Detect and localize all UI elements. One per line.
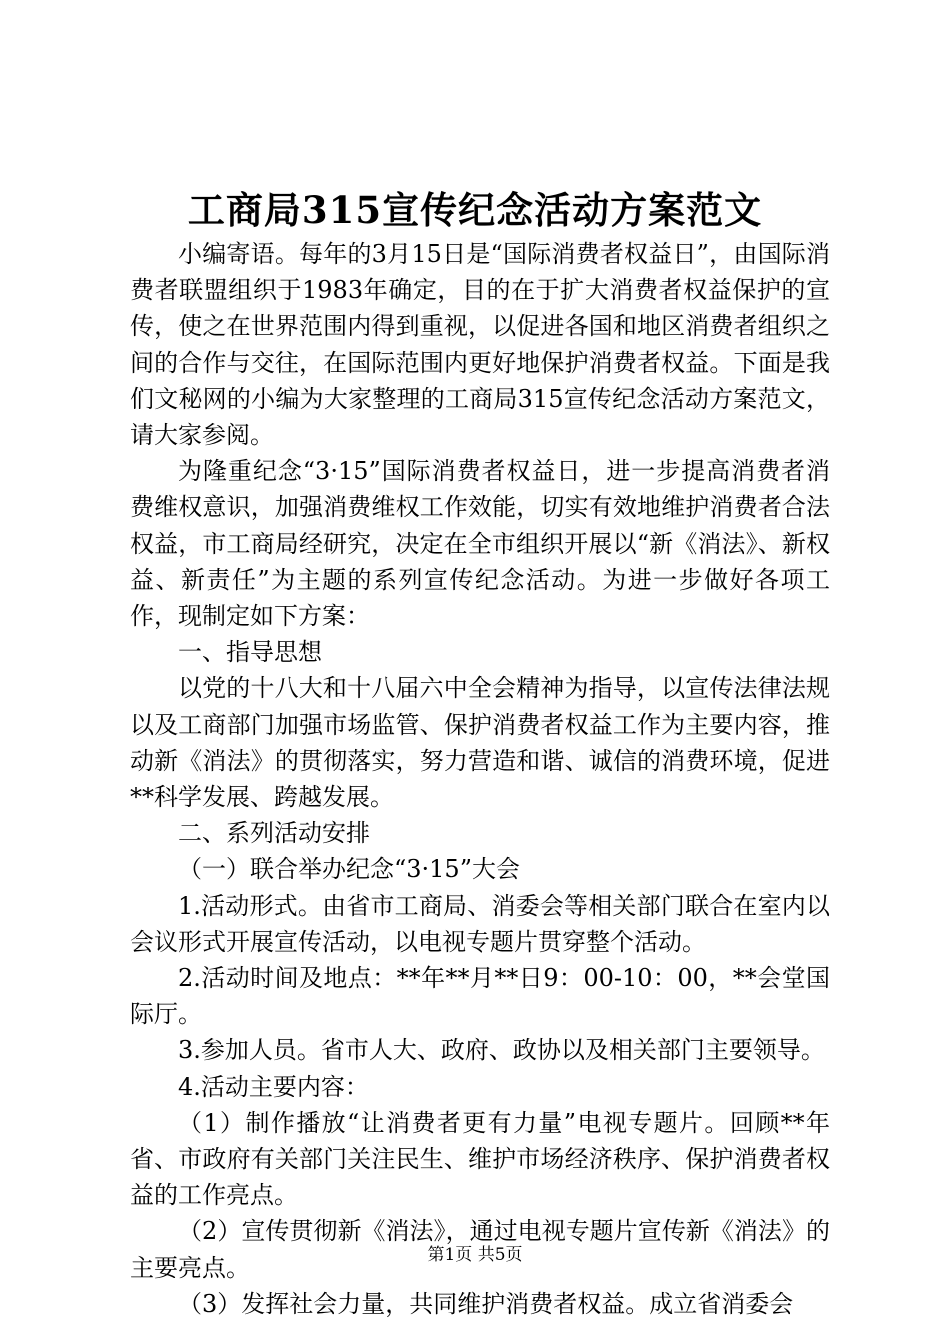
list-item-main-content: 4.活动主要内容： [178, 1072, 369, 1101]
list-item-time-location: 2.活动时间及地点：**年**月**日9：00-10：00，**会堂国际厅。 [130, 964, 830, 1029]
document-title: 工商局315宣传纪念活动方案范文 [187, 188, 763, 232]
paragraph-intro: 小编寄语。每年的3月15日是“国际消费者权益日”，由国际消费者联盟组织于1983年确定，目的在于扩大消费者权益保护的宣传，使之在世界范围内得到重视，以促进各国和地区消费者组织之间的合作与交往，在国际范围内更好地保护消费者权益。下面是我们文秘网的小编为大家整理的工商局315宣传纪念活动方案范文，请大家参阅。 [130, 240, 830, 450]
page-footer: 第1页 共5页 [427, 1245, 523, 1265]
list-item-participants: 3.参加人员。省市人大、政府、政协以及相关部门主要领导。 [178, 1036, 825, 1065]
section-heading-activities: 二、系列活动安排 [178, 819, 370, 848]
sub-item-2: （2）宣传贯彻新《消法》，通过电视专题片宣传新《消法》的主要亮点。 [130, 1217, 830, 1282]
document-body [130, 236, 830, 1322]
sub-item-3: （3）发挥社会力量，共同维护消费者权益。成立省消委会 [178, 1289, 794, 1318]
paragraph-purpose: 为隆重纪念“3·15”国际消费者权益日，进一步提高消费者消费维权意识，加强消费维权工作效能，切实有效地维护消费者合法权益，市工商局经研究，决定在全市组织开展以“新《消法》、新权益、新责任”为主题的系列宣传纪念活动。为进一步做好各项工作，现制定如下方案： [130, 457, 830, 631]
subsection-heading-joint-conference: （一）联合举办纪念“3·15”大会 [178, 855, 520, 884]
list-item-activity-form: 1.活动形式。由省市工商局、消委会等相关部门联合在室内以会议形式开展宣传活动，以电视专题片贯穿整个活动。 [130, 891, 830, 956]
sub-item-1: （1）制作播放“让消费者更有力量”电视专题片。回顾**年省、市政府有关部门关注民生、维护市场经济秩序、保护消费者权益的工作亮点。 [130, 1108, 830, 1210]
section-heading-guiding-ideology: 一、指导思想 [178, 638, 322, 667]
paragraph-guiding-ideology: 以党的十八大和十八届六中全会精神为指导，以宣传法律法规以及工商部门加强市场监管、保护消费者权益工作为主要内容，推动新《消法》的贯彻落实，努力营造和谐、诚信的消费环境，促进**科学发展、跨越发展。 [130, 674, 830, 812]
